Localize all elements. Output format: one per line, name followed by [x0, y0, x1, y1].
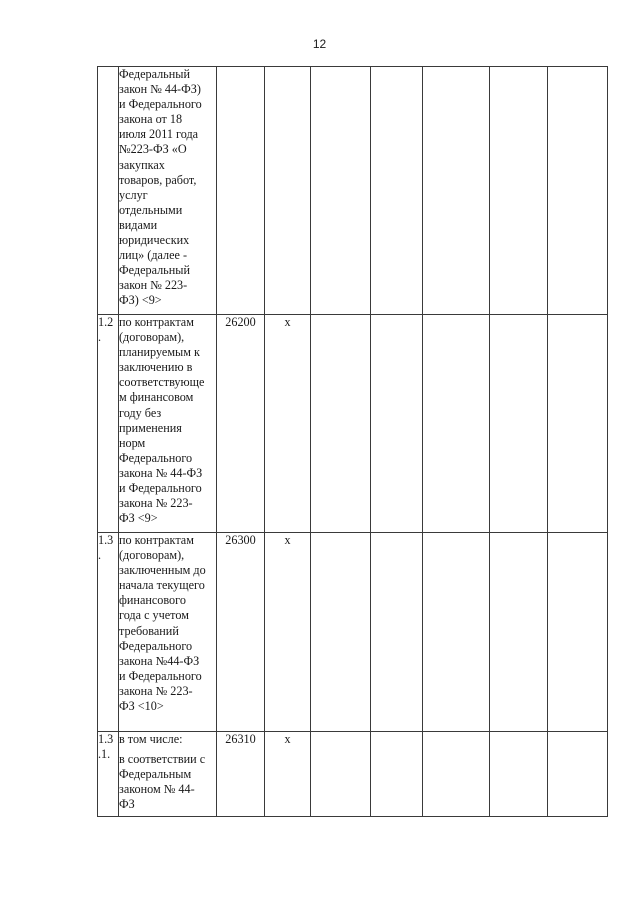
row-name-cell	[119, 732, 217, 817]
row-name-line: заключенным до	[119, 563, 206, 578]
row-number-cell	[98, 315, 119, 533]
row-name-heading: в том числе:	[119, 732, 183, 746]
row-name-line: Федеральный	[119, 263, 190, 278]
row-name-line: ФЗ) <9>	[119, 293, 162, 308]
row-mark: x	[265, 533, 311, 732]
row-name-line: услуг	[119, 187, 148, 202]
empty-cell	[311, 67, 371, 315]
row-name-line: закон № 44-ФЗ)	[119, 82, 201, 97]
row-name-line: (договорам),	[119, 548, 185, 563]
row-name-line: закона № 223-	[119, 496, 193, 511]
row-mark: x	[265, 315, 311, 533]
empty-cell	[423, 67, 490, 315]
empty-cell	[423, 315, 490, 533]
row-name-line: закона № 44-ФЗ	[119, 465, 203, 480]
empty-cell	[371, 67, 423, 315]
row-name-line: отдельными	[119, 202, 183, 217]
row-name-line: и Федерального	[119, 97, 202, 112]
empty-cell	[371, 315, 423, 533]
row-mark: x	[265, 732, 311, 817]
row-number: 1.3	[98, 732, 114, 746]
empty-cell	[548, 315, 608, 533]
row-name-line: ФЗ <10>	[119, 699, 164, 714]
row-name-line: финансового	[119, 593, 186, 608]
empty-cell	[423, 732, 490, 817]
row-number: .1.	[98, 747, 111, 762]
empty-cell	[490, 67, 548, 315]
empty-cell	[311, 533, 371, 732]
row-number-cell	[98, 732, 119, 817]
row-name-line: закупках	[119, 157, 165, 172]
empty-cell	[371, 533, 423, 732]
row-name-line: планируемым к	[119, 345, 200, 360]
table-row	[98, 732, 608, 817]
empty-cell	[423, 533, 490, 732]
row-name-line: закон № 223-	[119, 278, 188, 293]
row-name-line: закона от 18	[119, 112, 183, 127]
row-name-line: Федерального	[119, 450, 193, 465]
row-name-line: Федеральным	[119, 767, 192, 782]
row-name-line: ФЗ <9>	[119, 511, 158, 526]
row-name-line: году без	[119, 405, 162, 420]
empty-cell	[490, 732, 548, 817]
empty-cell	[490, 533, 548, 732]
table-row	[98, 67, 608, 315]
row-number-cell	[98, 533, 119, 732]
row-name-line: лиц» (далее -	[119, 248, 188, 263]
table-row	[98, 533, 608, 732]
empty-cell	[311, 732, 371, 817]
row-name-line: и Федерального	[119, 668, 202, 683]
row-name-line: по контрактам	[119, 315, 194, 329]
row-name-line: применения	[119, 420, 182, 435]
empty-cell	[548, 732, 608, 817]
row-code: 26200	[217, 315, 265, 533]
row-mark	[265, 67, 311, 315]
row-name-line: июля 2011 года	[119, 127, 199, 142]
row-name-line: в соответствии с	[119, 752, 206, 767]
row-name-line: товаров, работ,	[119, 172, 197, 187]
empty-cell	[311, 315, 371, 533]
row-code: 26310	[217, 732, 265, 817]
row-name-line: соответствующе	[119, 375, 205, 390]
row-name-line: видами	[119, 217, 158, 232]
row-name-cell	[119, 533, 217, 732]
empty-cell	[490, 315, 548, 533]
report-table	[97, 66, 608, 817]
row-name-line: начала текущего	[119, 578, 205, 593]
row-name-cell	[119, 67, 217, 315]
row-name-line: (договорам),	[119, 330, 185, 345]
row-name-line: м финансовом	[119, 390, 194, 405]
empty-cell	[371, 732, 423, 817]
row-number: 1.2	[98, 315, 114, 329]
row-name-line: года с учетом	[119, 608, 189, 623]
row-number: .	[98, 330, 102, 345]
row-name-line: и Федерального	[119, 481, 202, 496]
row-name-line: юридических	[119, 233, 190, 248]
row-name-line: ФЗ	[119, 797, 135, 812]
table-row	[98, 315, 608, 533]
row-name-line: норм	[119, 435, 146, 450]
page-number: 12	[312, 37, 327, 51]
row-name-line: заключению в	[119, 360, 193, 375]
row-name-line: №223-ФЗ «О	[119, 142, 187, 157]
row-name-line: требований	[119, 623, 179, 638]
row-code: 26300	[217, 533, 265, 732]
row-number: 1.3	[98, 533, 114, 547]
row-name-line: законом № 44-	[119, 782, 195, 797]
row-name-line: по контрактам	[119, 533, 194, 547]
row-number-cell	[98, 67, 119, 315]
row-name-line: закона № 223-	[119, 683, 193, 698]
row-name-line: закона №44-ФЗ	[119, 653, 200, 668]
empty-cell	[548, 533, 608, 732]
row-name-cell	[119, 315, 217, 533]
row-number: .	[98, 548, 102, 563]
row-name-line: Федеральный	[119, 67, 190, 81]
row-code	[217, 67, 265, 315]
row-name-line: Федерального	[119, 638, 193, 653]
empty-cell	[548, 67, 608, 315]
